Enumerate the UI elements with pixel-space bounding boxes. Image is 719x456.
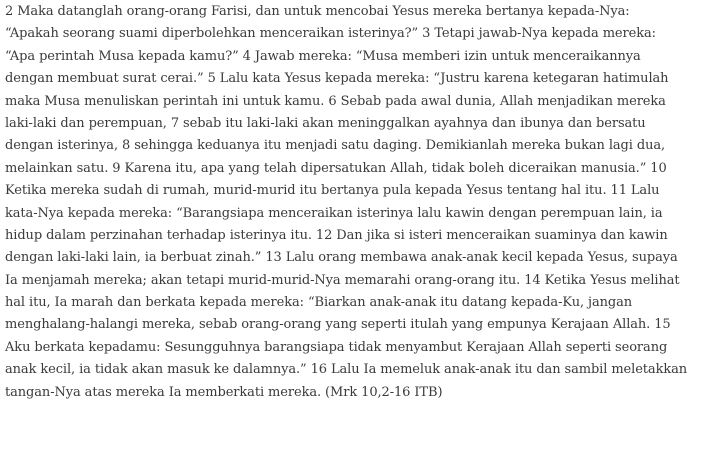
- passage-line-2: “Apakah seorang suami diperbolehkan menceraikan isterinya?” 3 Tetapi jawab-Nya kepada mereka:: [5, 26, 656, 42]
- passage-line-1: 2 Maka datanglah orang-orang Farisi, dan untuk mencobai Yesus mereka bertanya kepada-Nya:: [5, 4, 630, 19]
- passage-line-18: tangan-Nya atas mereka Ia memberkati mereka. (Mrk 10,2-16 ITB): [5, 384, 443, 400]
- passage-line-12: dengan laki-laki lain, ia berbuat zinah.” 13 Lalu orang membawa anak-anak kecil kepada Yesus, supaya: [5, 250, 678, 266]
- passage-line-14: hal itu, Ia marah dan berkata kepada mereka: “Biarkan anak-anak itu datang kepada-Ku, jangan: [5, 295, 633, 311]
- passage-line-10: kata-Nya kepada mereka: “Barangsiapa menceraikan isterinya lalu kawin dengan perempuan lain, ia: [5, 205, 663, 221]
- passage-line-16: Aku berkata kepadamu: Sesungguhnya barangsiapa tidak menyambut Kerajaan Allah seperti seorang: [5, 339, 668, 355]
- passage-line-8: melainkan satu. 9 Karena itu, apa yang telah dipersatukan Allah, tidak boleh diceraikan manusia.” 10: [5, 160, 667, 176]
- passage-line-3: “Apa perintah Musa kepada kamu?” 4 Jawab mereka: “Musa memberi izin untuk menceraikannya: [5, 48, 641, 64]
- passage-line-6: laki-laki dan perempuan, 7 sebab itu laki-laki akan meninggalkan ayahnya dan ibunya dan bersatu: [5, 115, 646, 131]
- passage-line-11: hidup dalam perzinahan terhadap isterinya itu. 12 Dan jika si isteri menceraikan suaminya dan kawin: [5, 227, 668, 243]
- passage-line-13: Ia menjamah mereka; akan tetapi murid-murid-Nya memarahi orang-orang itu. 14 Ketika Yesus melihat: [5, 272, 680, 288]
- passage-line-7: dengan isterinya, 8 sehingga keduanya itu menjadi satu daging. Demikianlah mereka bukan lagi dua,: [5, 138, 666, 154]
- passage-line-9: Ketika mereka sudah di rumah, murid-murid itu bertanya pula kepada Yesus tentang hal itu. 11 Lalu: [5, 183, 660, 199]
- passage-line-4: dengan membuat surat cerai.” 5 Lalu kata Yesus kepada mereka: “Justru karena ketegaran hatimulah: [5, 71, 669, 87]
- passage-line-17: anak kecil, ia tidak akan masuk ke dalamnya.” 16 Lalu Ia memeluk anak-anak itu dan sambil meletakkan: [5, 362, 688, 378]
- passage-line-5: maka Musa menuliskan perintah ini untuk kamu. 6 Sebab pada awal dunia, Allah menjadikan mereka: [5, 93, 666, 109]
- passage-line-15: menghalang-halangi mereka, sebab orang-orang yang seperti itulah yang empunya Kerajaan Allah. 15: [5, 317, 671, 333]
